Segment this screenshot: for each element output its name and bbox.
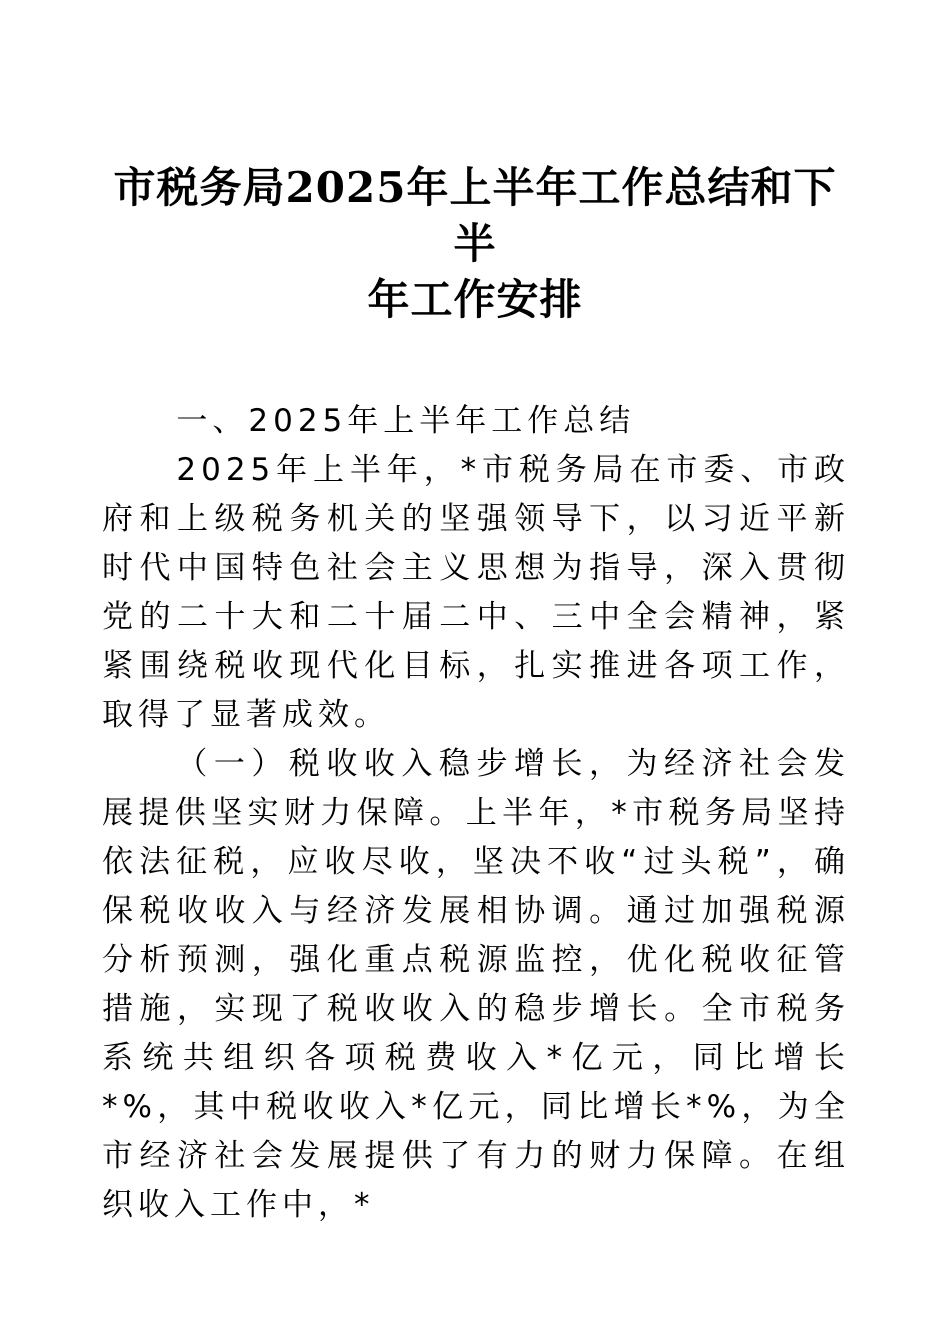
paragraph-intro: 2025年上半年，*市税务局在市委、市政府和上级税务机关的坚强领导下，以习近平新时代中国特色社会主义思想为指导，深入贯彻党的二十大和二十届二中、三中全会精神，紧紧围绕税收现代化目标，扎实推进各项工作，取得了显著成效。: [102, 452, 850, 733]
document-title-line-2: 年工作安排: [367, 275, 583, 324]
document-title-line-1: 市税务局2025年上半年工作总结和下半: [113, 163, 837, 268]
document-title: [100, 160, 850, 328]
document-body: [102, 397, 850, 1230]
paragraph-revenue: （一）税收收入稳步增长，为经济社会发展提供坚实财力保障。上半年，*市税务局坚持依法征税，应收尽收，坚决不收“过头税”，确保税收收入与经济发展相协调。通过加强税源分析预测，强化重点税源监控，优化税收征管措施，实现了税收收入的稳步增长。全市税务系统共组织各项税费收入*亿元，同比增长*%，其中税收收入*亿元，同比增长*%，为全市经济社会发展提供了有力的财力保障。在组织收入工作中，*: [102, 746, 850, 1223]
section-heading: 一、2025年上半年工作总结: [176, 403, 636, 439]
